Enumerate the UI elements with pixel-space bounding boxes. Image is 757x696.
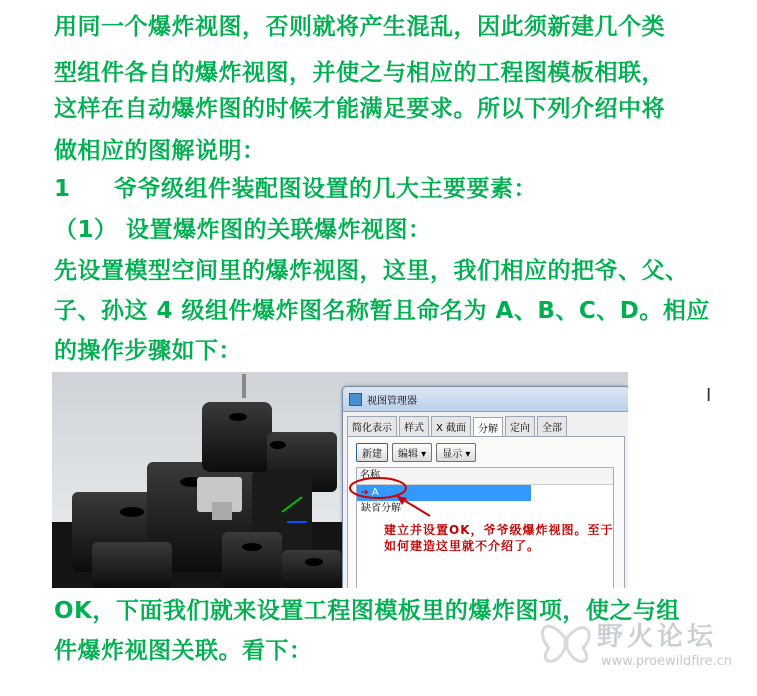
active-arrow-icon: ➔ <box>361 488 369 498</box>
section-number: 1 <box>54 176 71 202</box>
new-button[interactable]: 新建 <box>356 443 388 462</box>
tab-simplified-rep[interactable]: 简化表示 <box>347 416 397 436</box>
highlight-ellipse <box>350 478 406 498</box>
list-item-label: 缺省分解 <box>361 503 401 514</box>
watermark-url: www.proewildfire.cn <box>601 654 732 669</box>
annotation-callout: 建立并设置OK，爷爷级爆炸视图。至于如何建造这里就不介绍了。 <box>384 523 614 553</box>
body-line: 子、孙这 4 级组件爆炸图名称暂且命名为 A、B、C、D。相应 <box>54 298 710 324</box>
paragraph-line: 这样在自动爆炸图的时候才能满足要求。所以下列介绍中将 <box>54 96 665 122</box>
body-line: 先设置模型空间里的爆炸视图，这里，我们相应的把爷、父、 <box>54 258 689 284</box>
edit-button[interactable]: 编辑 ▾ <box>392 443 432 462</box>
paragraph-line: 型组件各自的爆炸视图，并使之与相应的工程图模板相联， <box>54 60 665 86</box>
closing-line: 件爆炸视图关联。看下： <box>54 638 313 664</box>
text-cursor-icon: I <box>706 385 712 406</box>
tab-all[interactable]: 全部 <box>537 416 567 436</box>
tab-style[interactable]: 样式 <box>399 416 429 436</box>
watermark-name: 野火论坛 <box>597 622 718 652</box>
dialog-title: 视图管理器 <box>367 395 417 407</box>
paragraph-line: 用同一个爆炸视图，否则就将产生混乱，因此须新建几个类 <box>54 14 665 40</box>
tab-explode[interactable]: 分解 <box>473 417 503 437</box>
display-button[interactable]: 显示 ▾ <box>436 443 476 462</box>
paragraph-line: 做相应的图解说明： <box>54 138 266 164</box>
section-heading <box>54 172 537 206</box>
list-header-name: 名称 <box>357 468 613 485</box>
body-line: 的操作步骤如下： <box>54 338 242 364</box>
butterfly-logo-icon <box>535 608 597 670</box>
tab-orient[interactable]: 定向 <box>505 416 535 436</box>
closing-line: OK，下面我们就来设置工程图模板里的爆炸图项，使之与组 <box>54 598 680 624</box>
embedded-screenshot <box>52 372 628 588</box>
list-item-label: A <box>371 487 379 498</box>
annotation-overlay <box>52 372 628 588</box>
watermark <box>535 608 745 688</box>
section-heading-text: 爷爷级组件装配图设置的几大主要要素： <box>114 176 537 202</box>
subsection-heading: （1） 设置爆炸图的关联爆炸视图： <box>54 217 432 243</box>
tab-cross-section[interactable]: X 截面 <box>431 416 471 436</box>
